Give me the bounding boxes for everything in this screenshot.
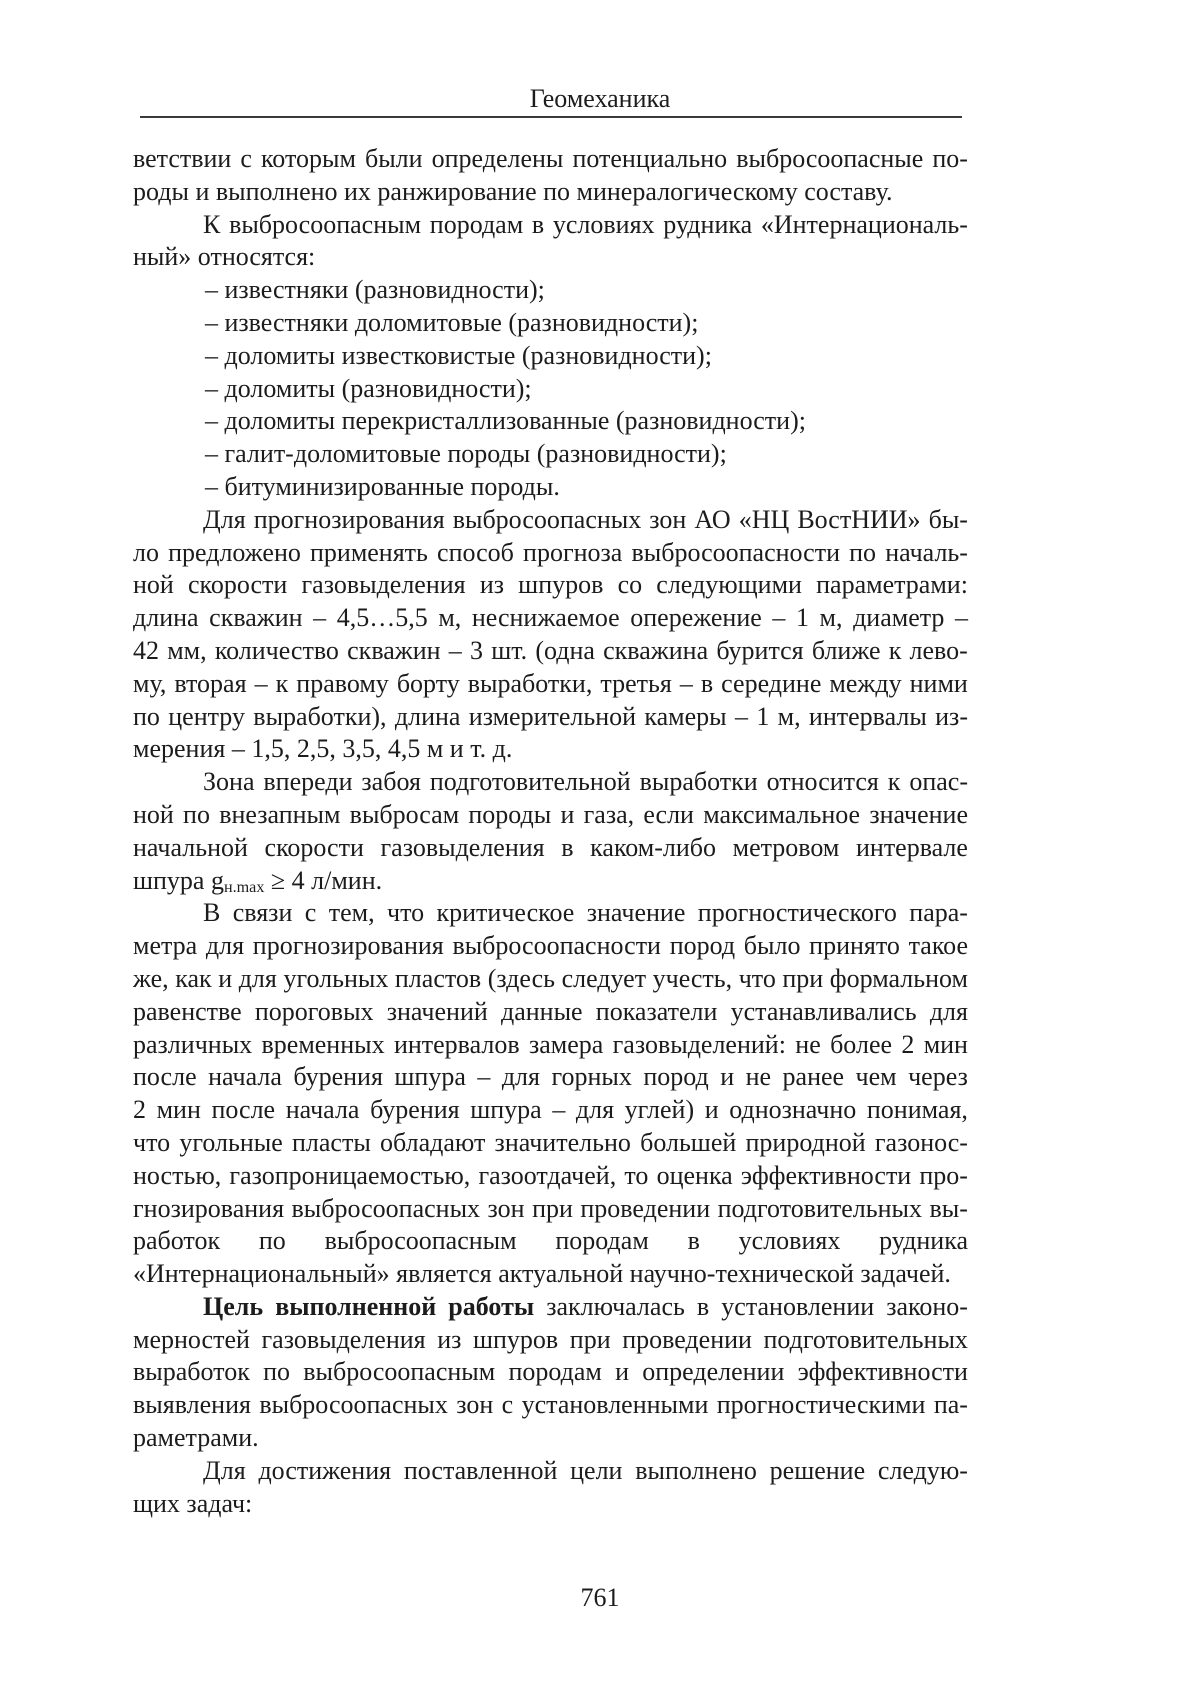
text-line: ной по внезапным выбросам породы и газа, если максимальное значение xyxy=(133,799,968,829)
text-line: работок по выбросоопасным породам в условиях рудника xyxy=(133,1226,968,1256)
text-line: ностью, газопроницаемостью, газоотдачей, то оценка эффективности про- xyxy=(133,1160,968,1190)
text-line: после начала бурения шпура – для горных пород и не ранее чем через xyxy=(133,1062,968,1092)
text-line: – известняки доломитовые (разновидности); xyxy=(205,307,699,337)
text-line: ло предложено применять способ прогноза выбросоопасности по началь- xyxy=(133,537,968,567)
text-line: мерения – 1,5, 2,5, 3,5, 4,5 м и т. д. xyxy=(133,734,513,764)
text-line: выявления выбросоопасных зон с установленными прогностическими па- xyxy=(133,1390,968,1420)
text-line: В связи с тем, что критическое значение прогностического пара- xyxy=(203,898,968,928)
text-line: – доломиты перекристаллизованные (разновидности); xyxy=(205,406,806,436)
text-line: К выбросоопасным породам в условиях рудника «Интернациональ- xyxy=(203,209,968,239)
text-line: равенстве пороговых значений данные показатели устанавливались для xyxy=(133,996,968,1026)
text-line: гнозирования выбросоопасных зон при проведении подготовительных вы- xyxy=(133,1193,968,1223)
text-line: роды и выполнено их ранжирование по минералогическому составу. xyxy=(133,176,893,206)
text-line: щих задач: xyxy=(133,1488,253,1518)
text-line: 2 мин после начала бурения шпура – для углей) и однозначно понимая, xyxy=(133,1095,968,1125)
text-line: 42 мм, количество скважин – 3 шт. (одна скважина бурится ближе к лево- xyxy=(133,635,968,665)
text-line: ный» относятся: xyxy=(133,242,316,272)
text-line: ной скорости газовыделения из шпуров со следующими параметрами: xyxy=(133,570,968,600)
text-line: «Интернациональный» является актуальной научно-технической задачей. xyxy=(133,1259,951,1289)
text-line: шпура gн.max ≥ 4 л/мин. xyxy=(133,865,383,896)
text-line: му, вторая – к правому борту выработки, третья – в середине между ними xyxy=(133,668,968,698)
text-line: Для прогнозирования выбросоопасных зон АО «НЦ ВостНИИ» бы- xyxy=(203,504,968,534)
text-line: Зона впереди забоя подготовительной выработки относится к опас- xyxy=(203,767,968,797)
text-line: различных временных интервалов замера газовыделений: не более 2 мин xyxy=(133,1029,968,1059)
text-line: – доломиты (разновидности); xyxy=(205,373,532,403)
running-head: Геомеханика xyxy=(529,84,671,113)
page-number: 761 xyxy=(580,1583,620,1612)
text-line: Для достижения поставленной цели выполнено решение следую- xyxy=(203,1455,968,1485)
text-line: по центру выработки), длина измерительной камеры – 1 м, интервалы из- xyxy=(133,701,968,731)
text-line: раметрами. xyxy=(133,1423,259,1453)
text-line: ветствии с которым были определены потенциально выбросоопасные по- xyxy=(133,144,968,173)
text-line: Цель выполненной работы заключалась в установлении законо- xyxy=(203,1291,968,1321)
text-line: – доломиты известковистые (разновидности); xyxy=(205,340,712,370)
text-line: же, как и для угольных пластов (здесь следует учесть, что при формальном xyxy=(133,963,968,993)
text-line: выработок по выбросоопасным породам и определении эффективности xyxy=(133,1357,968,1387)
text-line: мерностей газовыделения из шпуров при проведении подготовительных xyxy=(133,1324,968,1354)
text-line: начальной скорости газовыделения в каком-либо метровом интервале xyxy=(133,832,968,862)
text-line: – битуминизированные породы. xyxy=(205,471,560,501)
text-line: длина скважин – 4,5…5,5 м, неснижаемое опережение – 1 м, диаметр – xyxy=(133,603,968,633)
text-line: что угольные пласты обладают значительно большей природной газонос- xyxy=(133,1127,968,1157)
text-line: метра для прогнозирования выбросоопасности пород было принято такое xyxy=(133,931,968,961)
body-text xyxy=(133,143,968,1520)
text-line: – известняки (разновидности); xyxy=(205,275,545,305)
header-rule xyxy=(140,116,962,118)
text-line: – галит-доломитовые породы (разновидности); xyxy=(205,439,727,469)
